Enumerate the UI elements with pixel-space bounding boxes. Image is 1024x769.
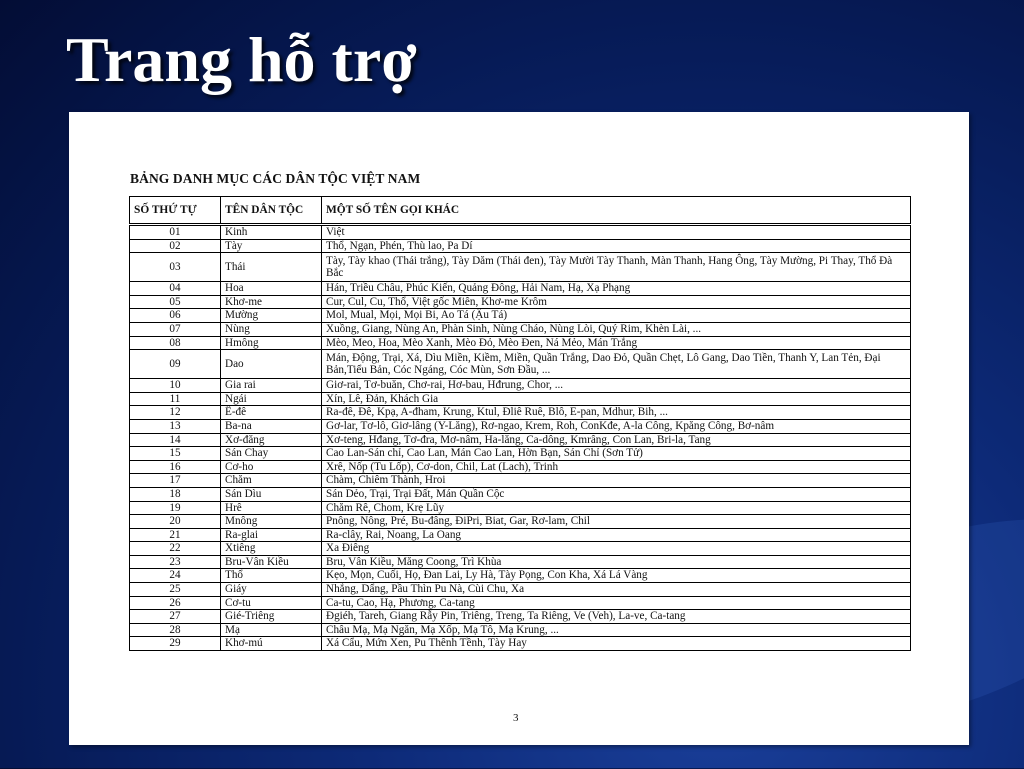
ethnic-name: Giáy	[221, 583, 322, 597]
document-title: BẢNG DANH MỤC CÁC DÂN TỘC VIỆT NAM	[130, 171, 421, 186]
table-row	[130, 528, 911, 542]
column-header-khac: MỘT SỐ TÊN GỌI KHÁC	[322, 197, 911, 225]
row-number: 14	[130, 433, 221, 447]
other-names: Xuồng, Giang, Nùng An, Phàn Sinh, Nùng Cháo, Nùng Lòi, Quý Rim, Khèn Lài, ...	[322, 322, 911, 336]
other-names: Mol, Mual, Mọi, Mọi Bi, Ao Tá (Ậu Tá)	[322, 309, 911, 323]
table-row	[130, 406, 911, 420]
other-names: Thổ, Ngạn, Phén, Thù lao, Pa Dí	[322, 239, 911, 253]
row-number: 20	[130, 515, 221, 529]
table-row	[130, 583, 911, 597]
table-row	[130, 623, 911, 637]
document-page	[69, 112, 969, 745]
ethnic-name: Chăm	[221, 474, 322, 488]
row-number: 09	[130, 350, 221, 379]
table-row	[130, 487, 911, 501]
row-number: 19	[130, 501, 221, 515]
table-row	[130, 350, 911, 379]
other-names: Ra-clây, Rai, Noang, La Oang	[322, 528, 911, 542]
row-number: 16	[130, 460, 221, 474]
table-row	[130, 336, 911, 350]
ethnic-name: Sán Chay	[221, 447, 322, 461]
row-number: 25	[130, 583, 221, 597]
table-row	[130, 419, 911, 433]
ethnic-name: Cơ-tu	[221, 596, 322, 610]
other-names: Châu Mạ, Mạ Ngăn, Mạ Xốp, Mạ Tô, Mạ Krung, ...	[322, 623, 911, 637]
ethnic-name: Gié-Triêng	[221, 610, 322, 624]
table-row	[130, 501, 911, 515]
table-row	[130, 555, 911, 569]
row-number: 15	[130, 447, 221, 461]
table-row	[130, 392, 911, 406]
other-names: Bru, Vân Kiều, Măng Coong, Trì Khùa	[322, 555, 911, 569]
ethnic-name: Hrê	[221, 501, 322, 515]
other-names: Tày, Tày khao (Thái trắng), Tày Dăm (Thái đen), Tày Mười Tày Thanh, Màn Thanh, Hang Ông, Tày Mường, Pi Thay, Thổ Đà Bắc	[322, 253, 911, 282]
row-number: 03	[130, 253, 221, 282]
row-number: 12	[130, 406, 221, 420]
other-names: Xín, Lê, Đản, Khách Gia	[322, 392, 911, 406]
row-number: 07	[130, 322, 221, 336]
page-number: 3	[513, 712, 519, 724]
table-row	[130, 309, 911, 323]
ethnic-groups-table	[129, 196, 911, 651]
table-row	[130, 379, 911, 393]
ethnic-name: Hoa	[221, 282, 322, 296]
table-row	[130, 569, 911, 583]
row-number: 01	[130, 225, 221, 240]
ethnic-name: Ê-đê	[221, 406, 322, 420]
table-row	[130, 460, 911, 474]
other-names: Cur, Cul, Cu, Thổ, Việt gốc Miên, Khơ-me Krôm	[322, 295, 911, 309]
table-row	[130, 637, 911, 651]
row-number: 28	[130, 623, 221, 637]
other-names: Kẹo, Mọn, Cuối, Họ, Đan Lai, Ly Hà, Tày Pọng, Con Kha, Xá Lá Vàng	[322, 569, 911, 583]
ethnic-name: Khơ-me	[221, 295, 322, 309]
row-number: 18	[130, 487, 221, 501]
table-row	[130, 610, 911, 624]
row-number: 04	[130, 282, 221, 296]
table-row	[130, 596, 911, 610]
table-row	[130, 515, 911, 529]
other-names: Xá Cẩu, Mứn Xen, Pu Thênh Tềnh, Tày Hay	[322, 637, 911, 651]
table-row	[130, 474, 911, 488]
ethnic-name: Tày	[221, 239, 322, 253]
ethnic-name: Sán Dìu	[221, 487, 322, 501]
other-names: Đgiéh, Tareh, Giang Rẫy Pin, Triêng, Treng, Ta Riêng, Ve (Veh), La-ve, Ca-tang	[322, 610, 911, 624]
ethnic-name: Mường	[221, 309, 322, 323]
ethnic-name: Ngái	[221, 392, 322, 406]
table-row	[130, 433, 911, 447]
table-row	[130, 447, 911, 461]
other-names: Chăm Rê, Chom, Krẹ Lũy	[322, 501, 911, 515]
ethnic-name: Ra-glai	[221, 528, 322, 542]
table-row	[130, 225, 911, 240]
other-names: Sán Dẻo, Trại, Trại Đất, Mán Quần Cộc	[322, 487, 911, 501]
table-row	[130, 322, 911, 336]
row-number: 26	[130, 596, 221, 610]
other-names: Pnông, Nông, Pré, Bu-đâng, ĐiPri, Biat, Gar, Rơ-lam, Chil	[322, 515, 911, 529]
row-number: 23	[130, 555, 221, 569]
row-number: 24	[130, 569, 221, 583]
row-number: 27	[130, 610, 221, 624]
other-names: Xơ-teng, Hđang, Tơ-đra, Mơ-nâm, Ha-lăng, Ca-dông, Kmrâng, Con Lan, Bri-la, Tang	[322, 433, 911, 447]
other-names: Giơ-rai, Tơ-buăn, Chơ-rai, Hơ-bau, Hđrung, Chor, ...	[322, 379, 911, 393]
table-row	[130, 253, 911, 282]
ethnic-name: Ba-na	[221, 419, 322, 433]
other-names: Việt	[322, 225, 911, 240]
table-row	[130, 282, 911, 296]
ethnic-name: Cơ-ho	[221, 460, 322, 474]
table-row	[130, 239, 911, 253]
row-number: 29	[130, 637, 221, 651]
row-number: 22	[130, 542, 221, 556]
ethnic-name: Nùng	[221, 322, 322, 336]
ethnic-name: Kinh	[221, 225, 322, 240]
ethnic-name: Thổ	[221, 569, 322, 583]
ethnic-name: Hmông	[221, 336, 322, 350]
row-number: 21	[130, 528, 221, 542]
row-number: 11	[130, 392, 221, 406]
other-names: Gơ-lar, Tơ-lô, Giơ-lâng (Y-Lăng), Rơ-ngao, Krem, Roh, ConKđe, A-la Công, Kpăng Công, Bơ-nâm	[322, 419, 911, 433]
ethnic-name: Xtiêng	[221, 542, 322, 556]
row-number: 02	[130, 239, 221, 253]
row-number: 08	[130, 336, 221, 350]
other-names: Nhắng, Dẩng, Pầu Thìn Pu Nà, Cùi Chu, Xa	[322, 583, 911, 597]
row-number: 06	[130, 309, 221, 323]
column-header-ten: TÊN DÂN TỘC	[221, 197, 322, 225]
ethnic-name: Gia rai	[221, 379, 322, 393]
ethnic-name: Bru-Vân Kiều	[221, 555, 322, 569]
row-number: 10	[130, 379, 221, 393]
row-number: 17	[130, 474, 221, 488]
other-names: Cao Lan-Sán chỉ, Cao Lan, Mán Cao Lan, Hờn Bạn, Sán Chỉ (Sơn Tử)	[322, 447, 911, 461]
table-row	[130, 542, 911, 556]
column-header-stt: SỐ THỨ TỰ	[130, 197, 221, 225]
table-header-row	[130, 197, 911, 225]
other-names: Xrê, Nốp (Tu Lốp), Cơ-don, Chil, Lat (Lach), Trinh	[322, 460, 911, 474]
slide-title: Trang hỗ trợ	[66, 24, 417, 95]
ethnic-name: Mạ	[221, 623, 322, 637]
other-names: Chàm, Chiêm Thành, Hroi	[322, 474, 911, 488]
ethnic-name: Xơ-đăng	[221, 433, 322, 447]
other-names: Ca-tu, Cao, Hạ, Phương, Ca-tang	[322, 596, 911, 610]
ethnic-name: Mnông	[221, 515, 322, 529]
ethnic-name: Khơ-mú	[221, 637, 322, 651]
row-number: 05	[130, 295, 221, 309]
row-number: 13	[130, 419, 221, 433]
ethnic-name: Thái	[221, 253, 322, 282]
table-row	[130, 295, 911, 309]
other-names: Hán, Triều Châu, Phúc Kiến, Quảng Đông, Hải Nam, Hạ, Xạ Phạng	[322, 282, 911, 296]
other-names: Mán, Động, Trại, Xá, Dìu Miền, Kiềm, Miền, Quần Trắng, Dao Đỏ, Quần Chẹt, Lô Gang, Dao Tiền, Thanh Y, Lan Tẻn, Đại Bản,Tiểu Bản, Cóc Ngáng, Cóc Mùn, Sơn Đầu, ...	[322, 350, 911, 379]
other-names: Ra-đê, Đê, Kpạ, A-đham, Krung, Ktul, Đliê Ruê, Blô, E-pan, Mdhur, Bih, ...	[322, 406, 911, 420]
ethnic-name: Dao	[221, 350, 322, 379]
other-names: Mèo, Meo, Hoa, Mèo Xanh, Mèo Đỏ, Mèo Đen, Ná Mẻo, Mán Trắng	[322, 336, 911, 350]
other-names: Xa Điêng	[322, 542, 911, 556]
